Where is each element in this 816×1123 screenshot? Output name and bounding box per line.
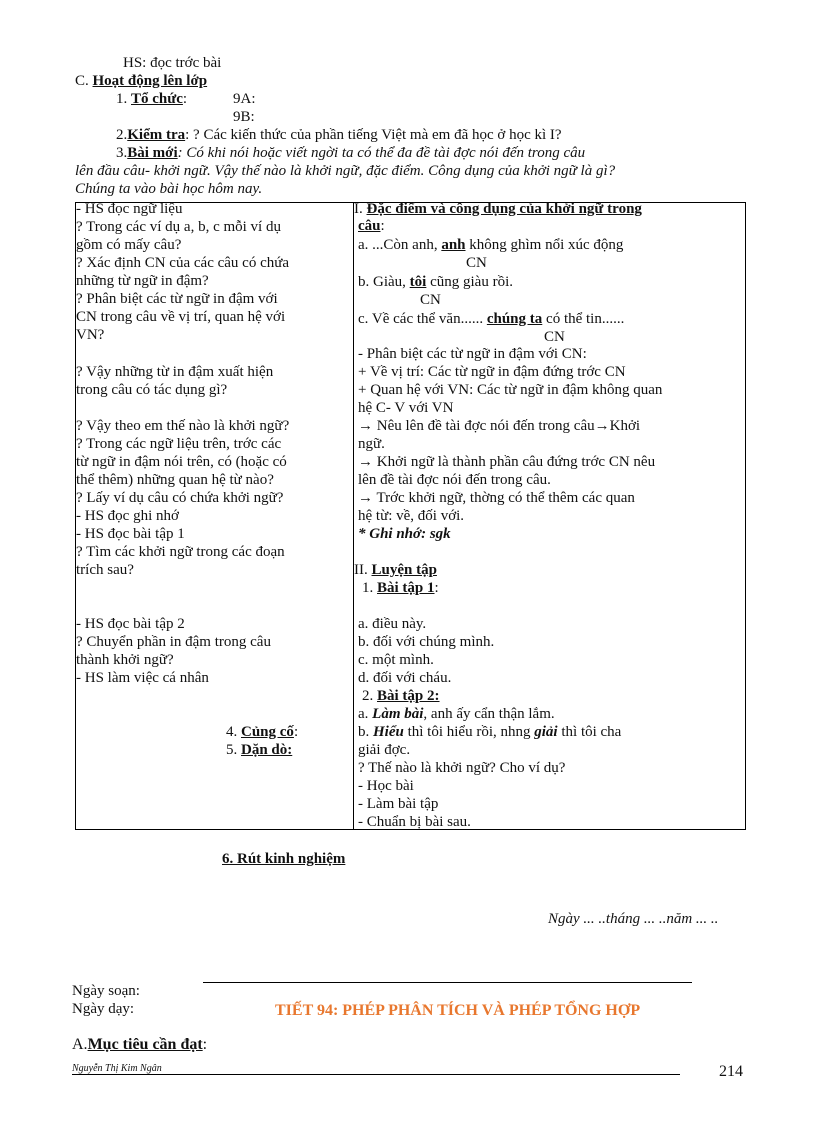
left-line-6: ? Phân biệt các từ ngữ in đậm với [76, 291, 278, 307]
new-text-3: Chúng ta vào bài học hôm nay. [75, 181, 263, 197]
example-a [358, 237, 623, 254]
right-line-10: hệ từ: về, đối với. [358, 508, 465, 524]
answer-2a [358, 706, 555, 723]
right-line-3: + Quan hệ với VN: Các từ ngữ in đậm không quan [358, 382, 663, 398]
org-line [116, 91, 187, 108]
section-a-heading [72, 1036, 207, 1053]
homework-line [226, 742, 292, 759]
section-a-colon: : [202, 1036, 208, 1053]
example-c-bold: chúng ta [486, 311, 543, 327]
date-line: Ngày ... ..tháng ... ..năm ... .. [548, 911, 719, 927]
s2-num: II. [354, 562, 368, 578]
org-num: 1. [116, 91, 128, 107]
lesson-title: TIẾT 94: PHÉP PHÂN TÍCH VÀ PHÉP TỔNG HỢP [275, 1002, 641, 1019]
bt1-label: Bài tập 1 [377, 580, 435, 596]
lesson-table [75, 202, 746, 830]
section-1-heading-cont [358, 218, 385, 235]
right-line-2: + Về vị trí: Các từ ngữ in đậm đứng trớc CN [358, 364, 626, 380]
section-c-title: Hoạt động lên lớp [92, 73, 208, 89]
left-line-8: VN? [76, 327, 105, 343]
footer-rule [72, 1074, 680, 1075]
s2-title: Luyện tập [371, 562, 437, 578]
bt1-num: 1. [362, 580, 374, 596]
example-a-cn: CN [466, 255, 487, 271]
section-a-title: Mục tiêu cần đạt [87, 1036, 203, 1053]
bt1-colon: : [434, 580, 439, 596]
answer-2b-cont: giải đợc. [358, 742, 411, 758]
left-line-5: những từ ngữ in đậm? [76, 273, 209, 289]
check-num: 2. [116, 127, 128, 143]
check-line [116, 127, 562, 144]
example-a-pre: a. ...Còn anh, [358, 237, 442, 253]
arrow-icon: → [358, 454, 373, 470]
exercise-1-heading [362, 580, 439, 597]
left-line-2: ? Trong các ví dụ a, b, c mỗi ví dụ [76, 219, 281, 235]
answer-2b-bold-2: giải [534, 724, 558, 740]
class-9b: 9B: [233, 109, 255, 125]
check-text: : ? Các kiến thức của phần tiếng Việt mà em đã học ở học kì I? [185, 127, 562, 143]
left-line-20: - HS đọc bài tập 2 [76, 616, 185, 632]
prep-date-label: Ngày soạn: [72, 983, 140, 999]
left-line-16: - HS đọc ghi nhớ [76, 508, 179, 524]
answer-2a-post: , anh ấy cẩn thận lắm. [423, 706, 555, 722]
right-line-1: - Phân biệt các từ ngữ in đậm với CN: [358, 346, 587, 362]
left-line-21: ? Chuyển phần in đậm trong câu [76, 634, 271, 650]
left-line-12: ? Trong các ngữ liệu trên, trớc các [76, 436, 282, 452]
separator-line [203, 982, 692, 983]
consolidation-line [226, 724, 298, 741]
right-line-9-text: Trớc khởi ngữ, thờng có thể thêm các quan [373, 490, 635, 506]
example-b-cn: CN [420, 292, 441, 308]
exercise-2-heading [362, 688, 440, 705]
example-c [358, 311, 624, 328]
bt2-num: 2. [362, 688, 374, 704]
section-c-prefix: C. [75, 73, 89, 89]
dd-label: Dặn dò: [241, 742, 293, 758]
right-line-5-text: Nêu lên đề tài đợc nói đến trong câu [373, 418, 595, 434]
answer-2b-mid: thì tôi hiểu rồi, nhng [403, 724, 535, 740]
answer-2b [358, 724, 621, 741]
hs-read-line: HS: đọc trớc bài [123, 55, 222, 71]
new-lesson-line [116, 145, 585, 162]
example-a-bold: anh [441, 237, 466, 253]
org-label: Tổ chức [131, 91, 183, 107]
left-line-22: thành khởi ngữ? [76, 652, 174, 668]
arrow-icon: → [358, 418, 373, 434]
remember-note: * Ghi nhớ: sgk [358, 526, 451, 542]
new-num: 3. [116, 145, 128, 161]
example-b [358, 274, 513, 291]
org-colon: : [182, 91, 188, 107]
example-c-pre: c. Về các thể văn...... [358, 311, 487, 327]
cc-colon: : [293, 724, 299, 740]
homework-3: - Chuẩn bị bài sau. [358, 814, 471, 830]
left-line-1: - HS đọc ngữ liệu [76, 201, 183, 217]
class-9a: 9A: [233, 91, 256, 107]
answer-2a-bold: Làm bài [372, 706, 424, 722]
review-question: ? Thế nào là khởi ngữ? Cho ví dụ? [358, 760, 566, 776]
left-line-23: - HS làm việc cá nhân [76, 670, 209, 686]
answer-2b-pre: b. [358, 724, 373, 740]
new-label: Bài mới [127, 145, 178, 161]
right-line-6: ngữ. [358, 436, 385, 452]
homework-2: - Làm bài tập [358, 796, 439, 812]
s1-colon: : [380, 218, 385, 234]
left-line-7: CN trong câu về vị trí, quan hệ với [76, 309, 286, 325]
left-column [76, 203, 354, 830]
dd-num: 5. [226, 742, 238, 758]
new-text-2: lên đầu câu- khởi ngữ. Vậy thế nào là khởi ngữ, đặc điểm. Công dụng của khởi ngữ là gì? [75, 163, 616, 179]
answer-1c: c. một mình. [358, 652, 434, 668]
homework-1: - Học bài [358, 778, 414, 794]
page-number: 214 [719, 1063, 743, 1080]
left-line-18: ? Tìm các khởi ngữ trong các đoạn [76, 544, 285, 560]
new-text-1: : Có khi nói hoặc viết ngời ta có thể đa đề tài đợc nói đến trong câu [177, 145, 586, 161]
right-line-7 [358, 454, 655, 471]
left-line-14: thể thêm) những quan hệ từ nào? [76, 472, 274, 488]
cc-label: Củng cố [241, 724, 294, 740]
s1-title-b: câu [358, 218, 381, 234]
arrow-icon: → [358, 490, 373, 506]
answer-1d: d. đối với cháu. [358, 670, 452, 686]
right-line-5 [358, 418, 640, 435]
example-b-pre: b. Giàu, [358, 274, 410, 290]
arrow-icon: → [594, 418, 610, 434]
teach-date-label: Ngày dạy: [72, 1001, 135, 1017]
left-line-10: trong câu có tác dụng gì? [76, 382, 228, 398]
left-line-15: ? Lấy ví dụ câu có chứa khởi ngữ? [76, 490, 284, 506]
answer-1a: a. điều này. [358, 616, 427, 632]
answer-2a-pre: a. [358, 706, 373, 722]
example-c-cn: CN [544, 329, 565, 345]
bt2-label: Bài tập 2: [377, 688, 440, 704]
answer-2b-bold: Hiểu [373, 724, 404, 740]
right-line-7-text: Khởi ngữ là thành phần câu đứng trớc CN nêu [373, 454, 656, 470]
example-c-post: có thể tin...... [542, 311, 625, 327]
example-a-post: không ghìm nổi xúc động [465, 237, 624, 253]
experience-heading: 6. Rút kinh nghiệm [222, 851, 346, 867]
left-line-13: từ ngữ in đậm nói trên, có (hoặc có [76, 454, 287, 470]
left-line-9: ? Vậy những từ in đậm xuất hiện [76, 364, 274, 380]
section-1-heading [354, 201, 642, 218]
example-b-post: cũng giàu rồi. [426, 274, 513, 290]
section-a-prefix: A. [72, 1036, 88, 1053]
left-line-17: - HS đọc bài tập 1 [76, 526, 185, 542]
footer-author: Nguyễn Thị Kim Ngân [72, 1063, 162, 1074]
answer-2b-post: thì tôi cha [557, 724, 622, 740]
right-line-5-end: Khởi [609, 418, 641, 434]
example-b-bold: tôi [409, 274, 427, 290]
left-line-19: trích sau? [76, 562, 134, 578]
s1-title-a: Đặc điểm và công dụng của khởi ngữ trong [366, 201, 642, 217]
right-line-9 [358, 490, 635, 507]
right-column [354, 203, 746, 830]
section-2-heading [354, 562, 437, 579]
left-line-11: ? Vậy theo em thế nào là khởi ngữ? [76, 418, 290, 434]
left-line-4: ? Xác định CN của các câu có chứa [76, 255, 290, 271]
check-label: Kiểm tra [127, 127, 186, 143]
cc-num: 4. [226, 724, 238, 740]
section-c-heading [75, 73, 207, 90]
right-line-8: lên đề tài đợc nói đến trong câu. [358, 472, 551, 488]
left-line-3: gồm có mấy câu? [76, 237, 182, 253]
s1-num: I. [354, 201, 363, 217]
right-line-4: hệ C- V với VN [358, 400, 454, 416]
answer-1b: b. đối với chúng mình. [358, 634, 495, 650]
